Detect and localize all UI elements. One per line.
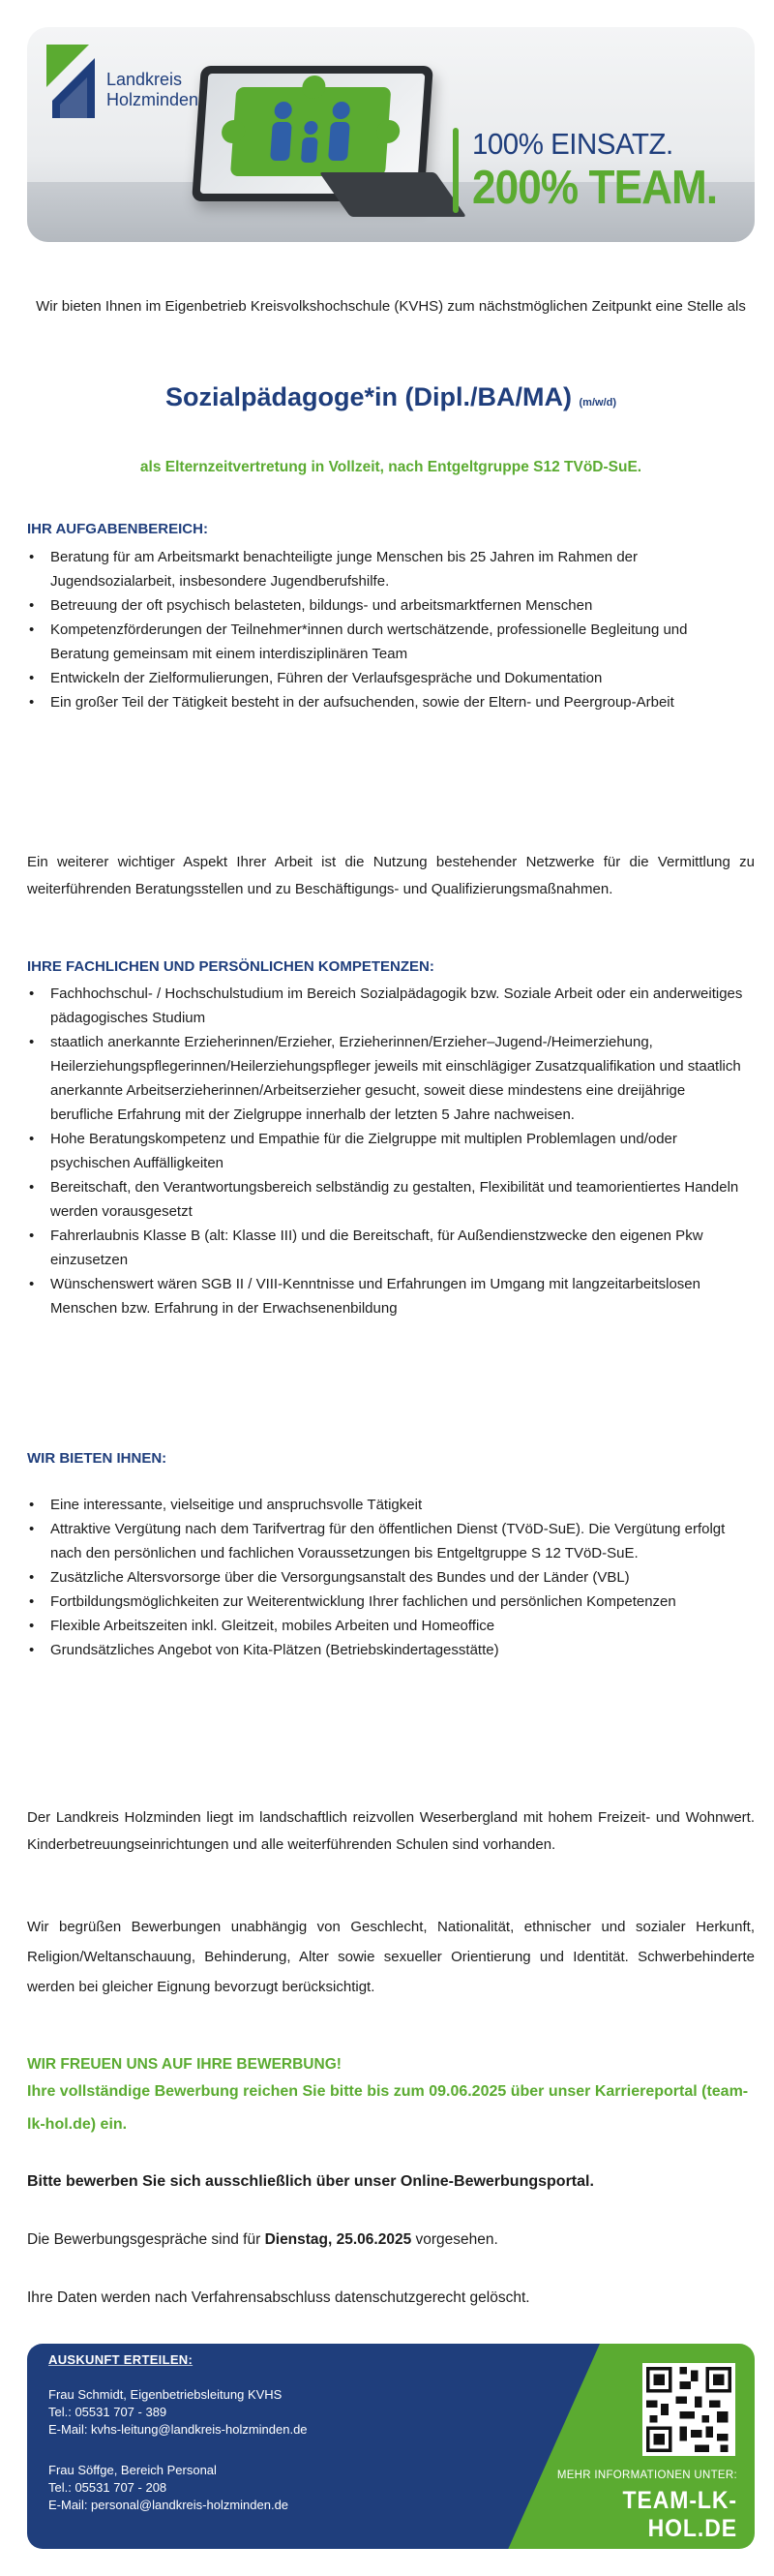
list-item: • staatlich anerkannte Erzieherinnen/Erzieher, Erzieherinnen/Erzieher–Jugend-/Heimerziehung, Heilerziehungspflegerinnen/Heilerziehungspfleger jeweils mit einschlägiger Zusatzqualifikation und staatlich anerkannte Arbeitserzieherinnen/Arbeitserzieher gesucht, soweit diese mindestens eine dreijährige berufliche Erfahrung mit der Zielgruppe innerhalb der letzten 5 Jahre nachweisen. xyxy=(27,1030,748,1127)
diversity-paragraph: Wir begrüßen Bewerbungen unabhängig von Geschlecht, Nationalität, ethnischer und sozialer Herkunft, Religion/Weltanschauung, Behinderung, Alter sowie sexueller Orientierung und Identität. Schwerbehinderte werden bei gleicher Eignung bevorzugt berücksichtigt. xyxy=(27,1919,755,1995)
qr-code-icon[interactable] xyxy=(642,2363,735,2456)
tasks-heading: IHR AUFGABENBEREICH: xyxy=(27,521,208,537)
offer-list xyxy=(27,1493,748,1662)
contact-1-email[interactable]: E-Mail: kvhs-leitung@landkreis-holzminden.de xyxy=(48,2422,308,2437)
offer-heading: WIR BIETEN IHNEN: xyxy=(27,1450,167,1467)
contact-2: Frau Söffge, Bereich Personal Tel.: 05531 707 - 208 E-Mail: personal@landkreis-holzminden.de xyxy=(48,2463,289,2512)
job-subtitle: als Elternzeitvertretung in Vollzeit, nach Entgeltgruppe S12 TVöD-SuE. xyxy=(139,459,642,475)
more-info-caption: MEHR INFORMATIONEN UNTER: xyxy=(556,2470,737,2481)
footer-blue-panel xyxy=(27,2344,600,2549)
list-item: • Entwickeln der Zielformulierungen, Führen der Verlaufsgespräche und Dokumentation xyxy=(27,666,748,690)
skills-list xyxy=(27,982,748,1320)
slogan-line-1: 100% EINSATZ. xyxy=(472,127,673,161)
privacy-text: Ihre Daten werden nach Verfahrensabschluss datenschutzgerecht gelöscht. xyxy=(27,2289,530,2306)
network-paragraph: Ein weiterer wichtiger Aspekt Ihrer Arbeit ist die Nutzung bestehender Netzwerke für die Vermittlung zu weiterführenden Beratungsstellen und zu Beschäftigungs- und Qualifizierungsmaßnahmen. xyxy=(27,854,755,897)
deadline-text: Ihre vollständige Bewerbung reichen Sie bitte bis zum 09.06.2025 über unser Karriereportal (team-lk-hol.de) ein. xyxy=(27,2083,749,2133)
skills-heading: IHRE FACHLICHEN UND PERSÖNLICHEN KOMPETENZEN: xyxy=(27,958,434,975)
list-item: • Eine interessante, vielseitige und anspruchsvolle Tätigkeit xyxy=(27,1493,748,1517)
region-paragraph: Der Landkreis Holzminden liegt im landschaftlich reizvollen Weserbergland mit hohem Freizeit- und Wohnwert. Kinderbetreuungseinrichtungen und alle weiterführenden Schulen sind vorhanden. xyxy=(27,1809,755,1853)
list-item: • Wünschenswert wären SGB II / VIII-Kenntnisse und Erfahrungen im Umgang mit langzeitarbeitslosen Menschen bzw. Erfahrung in der Erwachsenenbildung xyxy=(27,1272,748,1320)
list-item: • Hohe Beratungskompetenz und Empathie für die Zielgruppe mit multiplen Problemlagen und/oder psychischen Auffälligkeiten xyxy=(27,1127,748,1175)
gender-note: (m/w/d) xyxy=(579,397,617,409)
list-item: • Grundsätzliches Angebot von Kita-Plätzen (Betriebskindertagesstätte) xyxy=(27,1638,748,1662)
logo-text: Landkreis Holzminden xyxy=(106,70,199,109)
list-item: • Beratung für am Arbeitsmarkt benachteiligte junge Menschen bis 25 Jahren im Rahmen der Jugendsozialarbeit, insbesondere Jugendberufshilfe. xyxy=(27,545,748,593)
contact-2-email[interactable]: E-Mail: personal@landkreis-holzminden.de xyxy=(48,2498,289,2512)
list-item: • Zusätzliche Altersvorsorge über die Versorgungsanstalt des Bundes und der Länder (VBL) xyxy=(27,1565,748,1590)
contact-heading: AUSKUNFT ERTEILEN: xyxy=(48,2352,194,2367)
website-link[interactable]: TEAM-LK-HOL.DE xyxy=(622,2487,737,2542)
job-title xyxy=(27,382,755,412)
slogan-accent-bar xyxy=(453,128,459,213)
list-item: • Fortbildungsmöglichkeiten zur Weiterentwicklung Ihrer fachlichen und persönlichen Kompetenzen xyxy=(27,1590,748,1614)
list-item: • Flexible Arbeitszeiten inkl. Gleitzeit, mobiles Arbeiten und Homeoffice xyxy=(27,1614,748,1638)
interview-date: Dienstag, 25.06.2025 xyxy=(264,2231,412,2248)
list-item: • Kompetenzförderungen der Teilnehmer*innen durch wertschätzende, professionelle Begleitung und Beratung gemeinsam mit einem interdisziplinären Team xyxy=(27,618,748,666)
list-item: • Ein großer Teil der Tätigkeit besteht in der aufsuchenden, sowie der Eltern- und Peergroup-Arbeit xyxy=(27,690,748,714)
list-item: • Attraktive Vergütung nach dem Tarifvertrag für den öffentlichen Dienst (TVöD-SuE). Die Vergütung erfolgt nach den persönlichen und fachlichen Voraussetzungen bis Entgeltgruppe S 12 TVöD-SuE. xyxy=(27,1517,748,1565)
contact-1: Frau Schmidt, Eigenbetriebsleitung KVHS Tel.: 05531 707 - 389 E-Mail: kvhs-leitung@landkreis-holzminden.de xyxy=(48,2387,308,2437)
job-title-text: Sozialpädagoge*in (Dipl./BA/MA) xyxy=(164,382,572,411)
list-item: • Fachhochschul- / Hochschulstudium im Bereich Sozialpädagogik bzw. Soziale Arbeit oder ein anderweitiges pädagogisches Studium xyxy=(27,982,748,1030)
list-item: • Betreuung der oft psychisch belasteten, bildungs- und arbeitsmarktfernen Menschen xyxy=(27,593,748,618)
landkreis-logo-icon xyxy=(46,45,112,118)
list-item: • Bereitschaft, den Verantwortungsbereich selbständig zu gestalten, Flexibilität und teamorientiertes Handeln werden vorausgesetzt xyxy=(27,1175,748,1224)
apply-heading: WIR FREUEN UNS AUF IHRE BEWERBUNG! xyxy=(27,2056,342,2073)
interview-text: Die Bewerbungsgespräche sind für Dienstag, 25.06.2025 vorgesehen. xyxy=(27,2231,498,2248)
portal-only-text: Bitte bewerben Sie sich ausschließlich über unser Online-Bewerbungsportal. xyxy=(27,2173,594,2190)
slogan-line-2: 200% TEAM. xyxy=(472,162,718,214)
tasks-list xyxy=(27,545,748,714)
intro-text: Wir bieten Ihnen im Eigenbetrieb Kreisvolkshochschule (KVHS) zum nächstmöglichen Zeitpunkt eine Stelle als xyxy=(36,298,746,315)
list-item: • Fahrerlaubnis Klasse B (alt: Klasse III) und die Bereitschaft, für Außendienstzwecke den eigenen Pkw einzusetzen xyxy=(27,1224,748,1272)
header-banner xyxy=(27,27,755,242)
